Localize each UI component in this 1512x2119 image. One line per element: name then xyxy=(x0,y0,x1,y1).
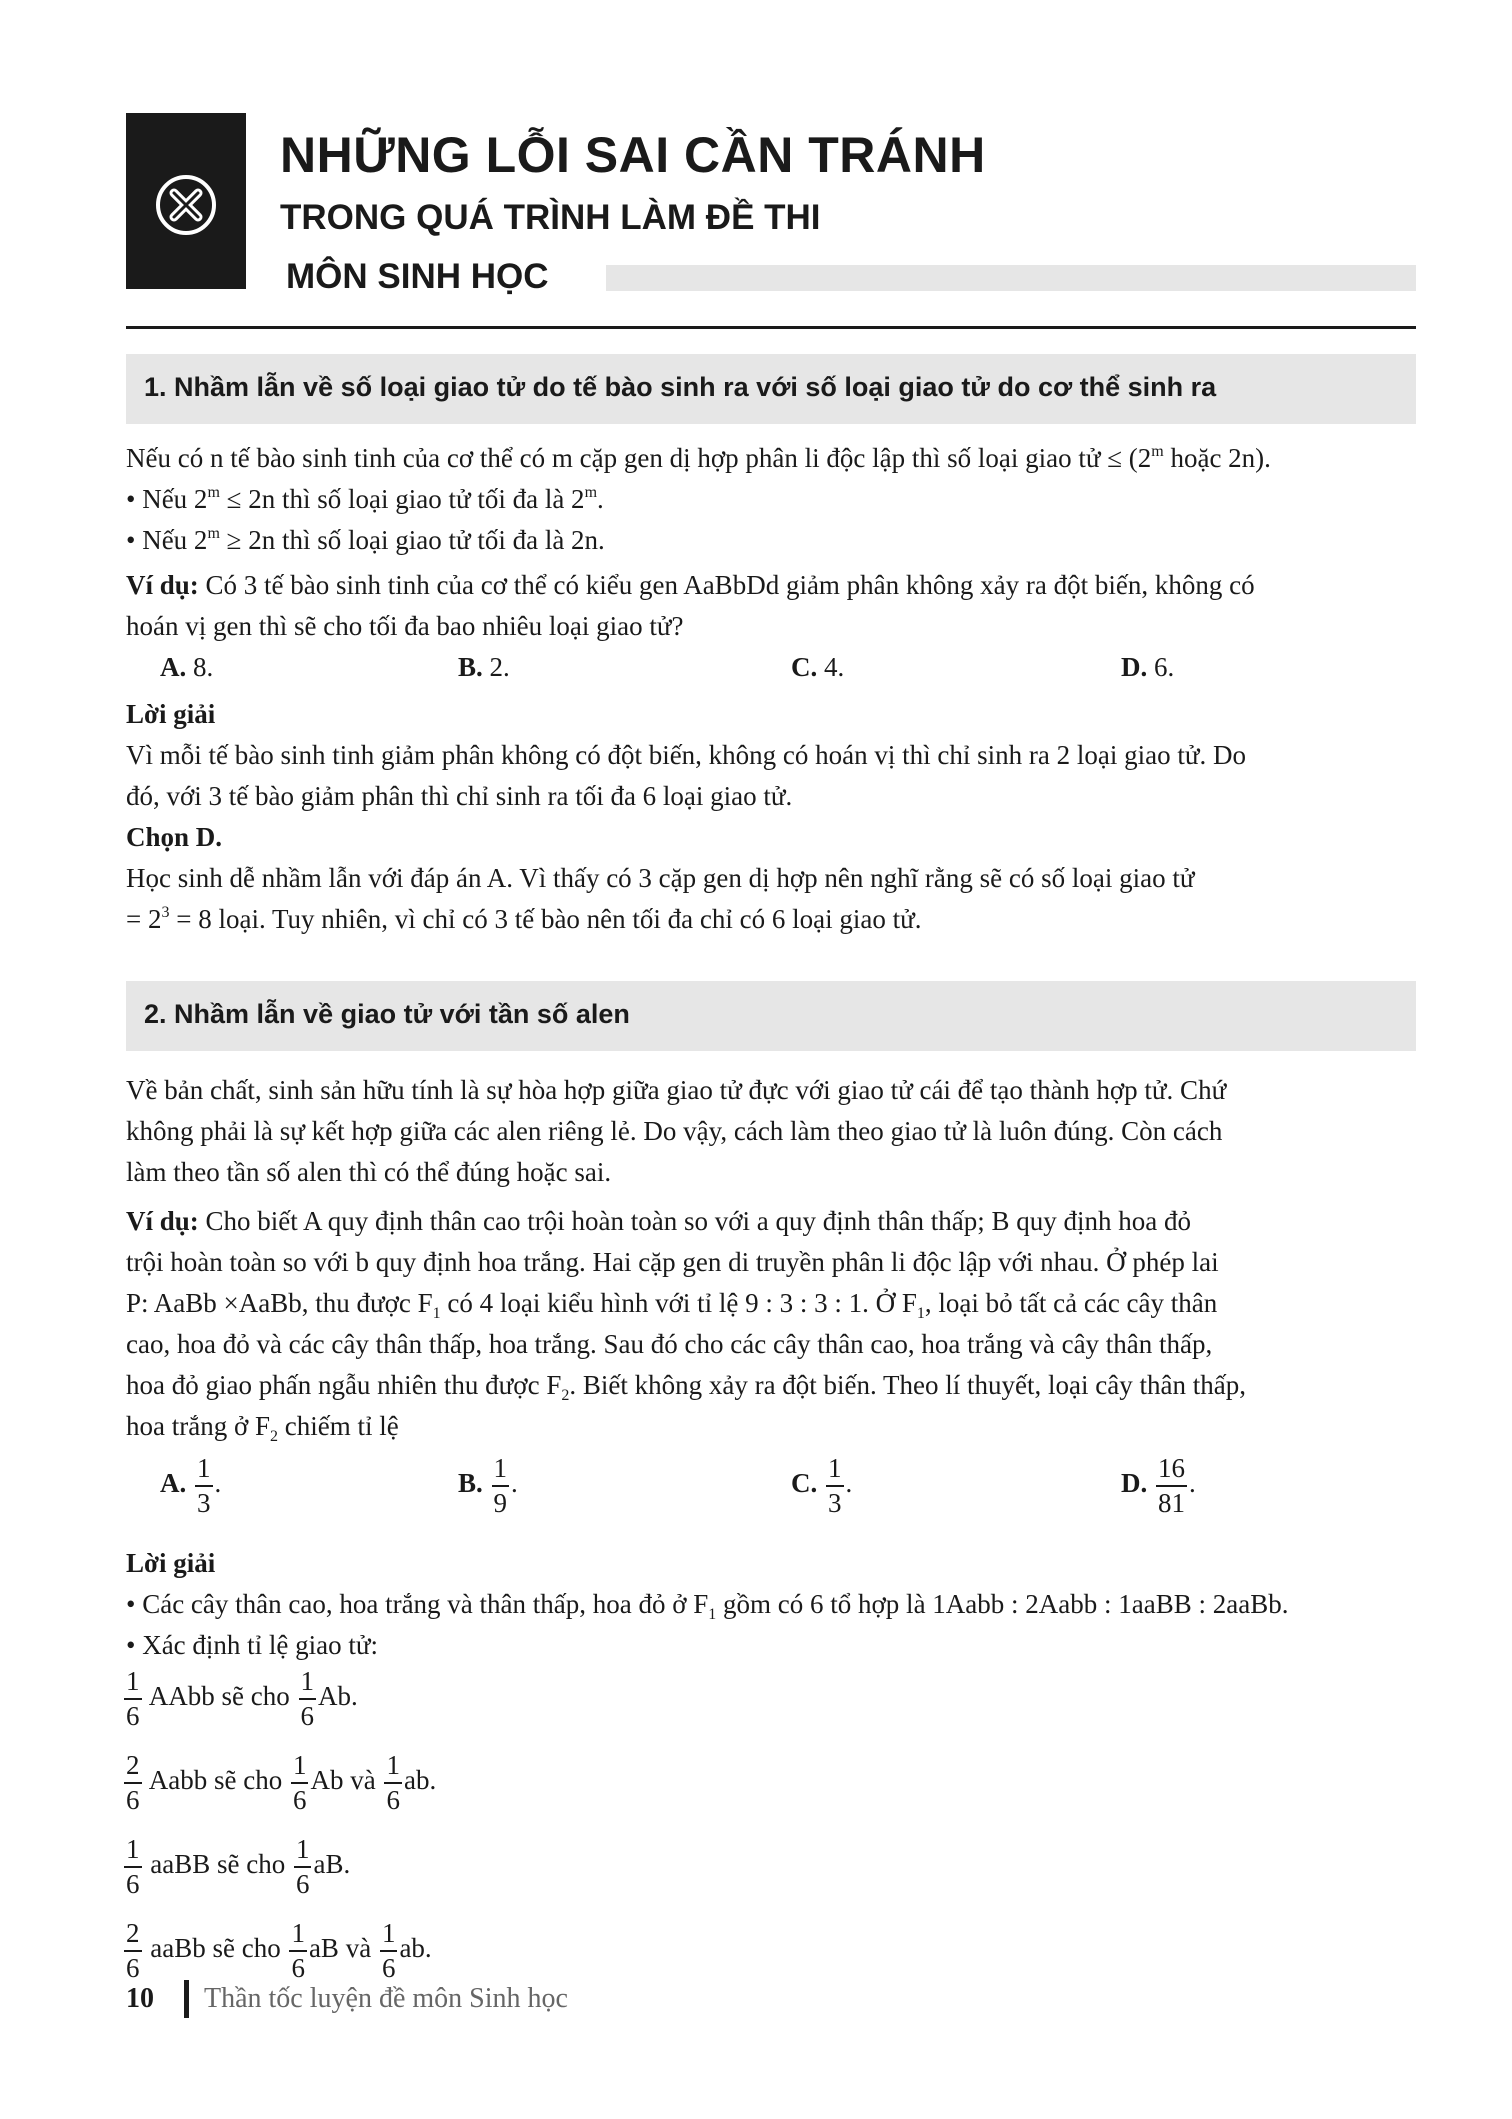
footer-divider xyxy=(184,1980,189,2018)
section-2-example-line-4: cao, hoa đỏ và các cây thân thấp, hoa trắng. Sau đó cho các cây thân cao, hoa trắng và cây thân thấp, xyxy=(126,1329,1213,1359)
section-1-option-b: B. 2. xyxy=(458,652,510,682)
section-2-para-line-2: không phải là sự kết hợp giữa các alen riêng lẻ. Do vậy, cách làm theo giao tử là luôn đúng. Còn cách xyxy=(126,1116,1223,1146)
header-block xyxy=(126,113,246,289)
section-1-intro: Nếu có n tế bào sinh tinh của cơ thể có m cặp gen dị hợp phân li độc lập thì số loại giao tử ≤ ($2^m$ hoặc 2n). xyxy=(126,443,1271,473)
section-1-choose: Chọn D. xyxy=(126,822,223,852)
section-1-header xyxy=(126,354,1416,424)
section-1-bullet-1: • Nếu $2^m \le 2n$ thì số loại giao tử tối đa là 2$^m$. xyxy=(126,484,604,514)
page-number: 10 xyxy=(126,1983,154,2014)
section-2-example-line-2: trội hoàn toàn so với b quy định hoa trắng. Hai cặp gen di truyền phân li độc lập với nhau. Ở phép lai xyxy=(126,1247,1219,1277)
section-1-note-line-2: = $2^3 = 8$ loại. Tuy nhiên, vì chỉ có 3 tế bào nên tối đa chỉ có 6 loại giao tử. xyxy=(126,904,922,934)
section-1-example-cont: hoán vị gen thì sẽ cho tối đa bao nhiêu loại giao tử? xyxy=(126,611,684,641)
section-2-option-b: B. $\frac{1}{9}$ . xyxy=(458,1453,518,1518)
section-2-header xyxy=(126,981,1416,1051)
section-1-solution-line-1: Vì mỗi tế bào sinh tinh giảm phân không có đột biến, không có hoán vị thì chỉ sinh ra 2 loại giao tử. Do xyxy=(126,740,1246,770)
section-1-note-line-1: Học sinh dễ nhầm lẫn với đáp án A. Vì thấy có 3 cặp gen dị hợp nên nghĩ rằng sẽ có số loại giao tử xyxy=(126,863,1195,893)
section-2-para-line-3: làm theo tần số alen thì có thể đúng hoặc sai. xyxy=(126,1157,612,1187)
gamete-row: $\frac{2}{6}$ Aabb sẽ cho $\frac{1}{6}$ Ab và $\frac{1}{6}$ ab. xyxy=(126,1750,437,1815)
section-2-example-line-1: Ví dụ: Cho biết A quy định thân cao trội hoàn toàn so với a quy định thân thấp; B quy định hoa đỏ xyxy=(126,1206,1191,1236)
section-2-para-line-1: Về bản chất, sinh sản hữu tính là sự hòa hợp giữa giao tử đực với giao tử cái để tạo thành hợp tử. Chứ xyxy=(126,1075,1227,1105)
gamete-row: $\frac{2}{6}$ aaBb sẽ cho $\frac{1}{6}$ aB và $\frac{1}{6}$ ab. xyxy=(126,1918,432,1983)
gamete-row: $\frac{1}{6}$ aaBB sẽ cho $\frac{1}{6}$ aB. xyxy=(126,1834,351,1899)
x-circle-icon xyxy=(154,173,218,237)
section-2-title: 2. Nhầm lẫn về giao tử với tần số alen xyxy=(144,999,630,1029)
title-underline-bar xyxy=(606,265,1416,291)
section-1-solution-label: Lời giải xyxy=(126,699,216,729)
section-2-solution-bullet-2: • Xác định tỉ lệ giao tử: xyxy=(126,1630,379,1660)
header-divider xyxy=(126,326,1416,329)
section-2-option-a: A. $\frac{1}{3}$ . xyxy=(160,1453,222,1518)
section-1-bullet-2: • Nếu $2^m \ge 2n$ thì số loại giao tử tối đa là 2n. xyxy=(126,525,605,555)
section-1-option-c: C. 4. xyxy=(791,652,845,682)
page-subtitle-2: MÔN SINH HỌC xyxy=(286,257,549,296)
section-2-option-d: D. $\frac{16}{81}$ . xyxy=(1121,1453,1196,1518)
section-1-example: Ví dụ: Có 3 tế bào sinh tinh của cơ thể có kiểu gen AaBbDd giảm phân không xảy ra đột biến, không có xyxy=(126,570,1255,600)
section-1-title: 1. Nhầm lẫn về số loại giao tử do tế bào sinh ra với số loại giao tử do cơ thể sinh ra xyxy=(144,372,1217,402)
section-2-option-c: C. $\frac{1}{3}$ . xyxy=(791,1453,853,1518)
section-2-solution-bullet-1: • Các cây thân cao, hoa trắng và thân thấp, hoa đỏ ở $F_1$ gồm có 6 tổ hợp là 1Aabb : 2Aabb : 1aaBB : 2aaBb. xyxy=(126,1589,1289,1623)
gamete-row: $\frac{1}{6}$ AAbb sẽ cho $\frac{1}{6}$ Ab. xyxy=(126,1666,358,1731)
section-2-example-line-5: hoa đỏ giao phấn ngẫu nhiên thu được $F_2$. Biết không xảy ra đột biến. Theo lí thuyết, loại cây thân thấp, xyxy=(126,1370,1246,1404)
section-1-option-a: A. 8. xyxy=(160,652,214,682)
section-2-example-line-3: P: AaBb ×AaBb, thu được $F_1$ có 4 loại kiểu hình với tỉ lệ 9 : 3 : 3 : 1. Ở $F_1$, loại bỏ tất cả các cây thân xyxy=(126,1288,1218,1322)
section-1-solution-line-2: đó, với 3 tế bào giảm phân thì chỉ sinh ra tối đa 6 loại giao tử. xyxy=(126,781,793,811)
section-2-example-line-6: hoa trắng ở $F_2$ chiếm tỉ lệ xyxy=(126,1411,399,1445)
section-2-solution-label: Lời giải xyxy=(126,1548,216,1578)
page-title: NHỮNG LỖI SAI CẦN TRÁNH xyxy=(280,127,986,183)
section-1-option-d: D. 6. xyxy=(1121,652,1175,682)
book-title: Thần tốc luyện đề môn Sinh học xyxy=(204,1983,568,2014)
page-subtitle: TRONG QUÁ TRÌNH LÀM ĐỀ THI xyxy=(280,198,821,237)
